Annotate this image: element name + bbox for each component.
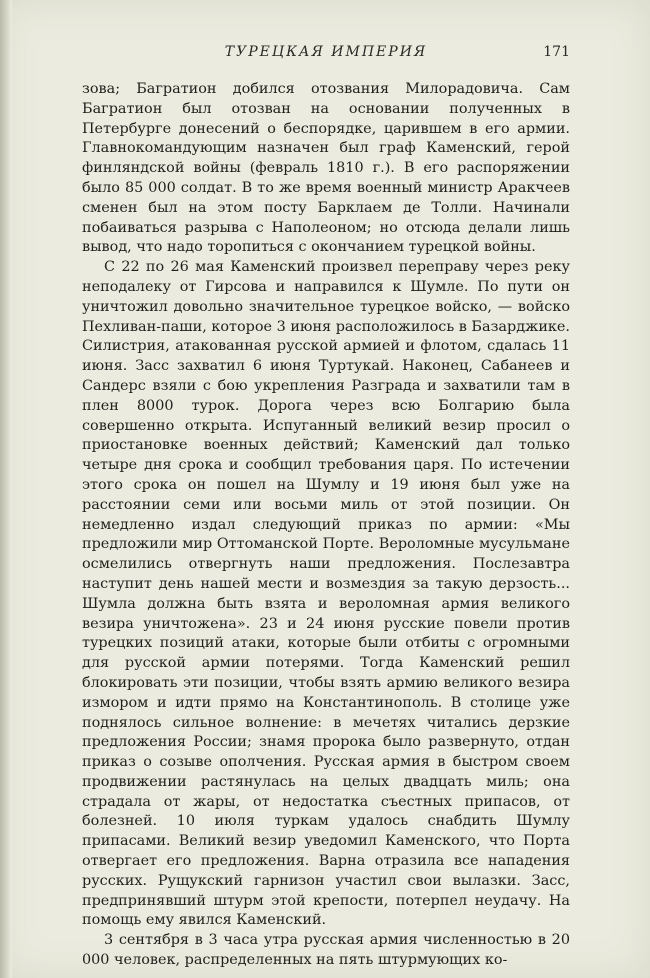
page-number: 171 — [543, 44, 570, 60]
paragraph: С 22 по 26 мая Каменский произвел переправу через реку неподалеку от Гирсова и направился к Шумле. По пути он уничтожил довольно значительное турецкое войско, — войско Пехливан-паши, которое 3 июня расположилось в Базарджике. Силистрия, атакованная русской армией и флотом, сдалась 11 июня. Засс захватил 6 июня Туртукай. Наконец, Сабанеев и Сандерс взяли с бою укрепления Разграда и захватили там в плен 8000 турок. Дорога через всю Болгарию была совершенно открыта. Испуганный великий везир просил о приостановке военных действий; Каменский дал только четыре дня срока и сообщил требования царя. По истечении этого срока он пошел на Шумлу и 19 июня был уже на расстоянии семи или восьми миль от этой позиции. Он немедленно издал следующий приказ по армии: «Мы предложили мир Оттоманской Порте. Вероломные мусульмане осмелились отвергнуть наши предложения. Послезавтра наступит день нашей мести и возмездия за такую дерзость... Шумла должна быть взята и вероломная армия великого везира уничтожена». 23 и 24 июня русские повели против турецких позиций атаки, которые были отбиты с огромными для русской армии потерями. Тогда Каменский решил блокировать эти позиции, чтобы взять армию великого везира измором и идти прямо на Константинополь. В столице уже поднялось сильное волнение: в мечетях читались дерзкие предложения России; знамя пророка было развернуто, отдан приказ о созыве ополчения. Русская армия в быстром своем продвижении растянулась на целых двадцать миль; она страдала от жары, от недостатка съестных припасов, от болезней. 10 июля туркам удалось снабдить Шумлу припасами. Великий везир уведомил Каменского, что Порта отвергает его предложения. Варна отразила все нападения русских. Рущукский гарнизон участил свои вылазки. Засс, предпринявший штурм этой крепости, потерпел неудачу. На помощь ему явился Каменский. — [82, 259, 570, 929]
paragraph: зова; Багратион добился отозвания Милорадовича. Сам Багратион был отозван на основании полученных в Петербурге донесений о беспорядке, царившем в его армии. Главнокомандующим назначен был граф Каменский, герой финляндской войны (февраль 1810 г.). В его распоряжении было 85 000 солдат. В то же время военный министр Аракчеев сменен был на этом посту Барклаем де Толли. Начинали побаиваться разрыва с Наполеоном; но отсюда делали лишь вывод, что надо торопиться с окончанием турецкой войны. — [82, 81, 570, 256]
running-title: ТУРЕЦКАЯ ИМПЕРИЯ — [224, 44, 428, 60]
paragraph: 3 сентября в 3 часа утра русская армия численностью в 20 000 человек, распределенных на пять штурмующих ко- — [82, 932, 570, 969]
body-text — [82, 80, 570, 971]
page-gutter-shadow — [0, 0, 12, 978]
page-header — [82, 44, 570, 66]
